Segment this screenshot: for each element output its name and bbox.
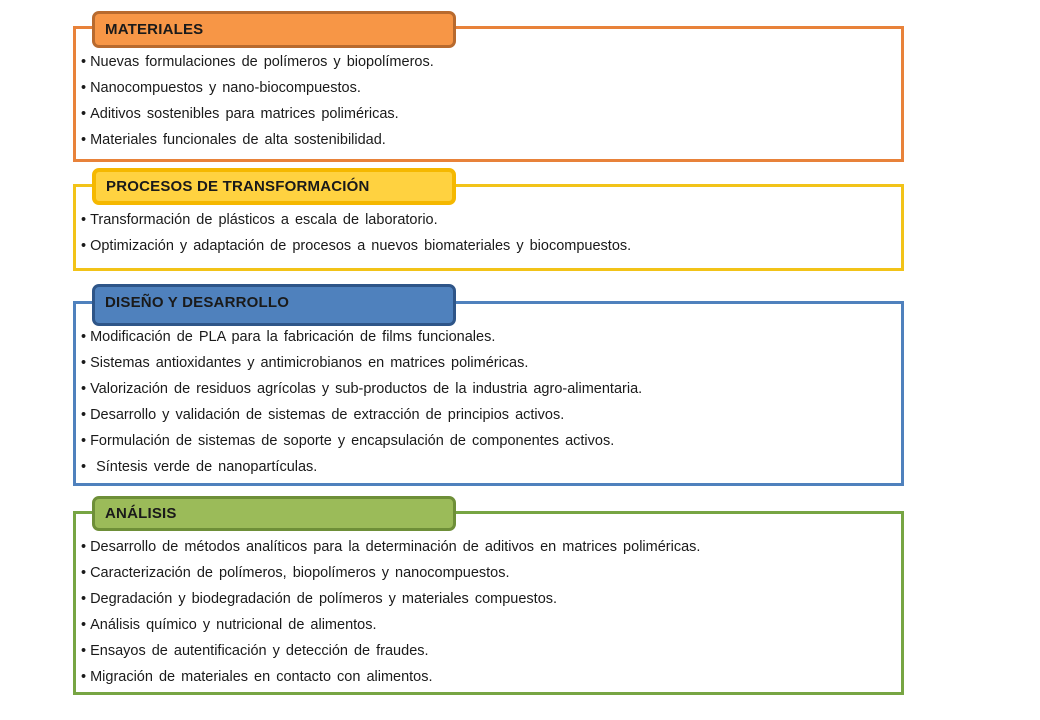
item-text: Análisis químico y nutricional de alimentos. <box>90 617 377 633</box>
item-list <box>81 534 896 690</box>
bullet-icon: • <box>81 238 87 254</box>
list-item <box>81 101 896 127</box>
section-procesos <box>73 168 904 271</box>
item-text: Síntesis verde de nanopartículas. <box>90 459 318 475</box>
list-item <box>81 75 896 101</box>
item-text: Aditivos sostenibles para matrices poliméricas. <box>90 106 399 122</box>
item-text: Materiales funcionales de alta sostenibilidad. <box>90 132 386 148</box>
item-text: Nuevas formulaciones de polímeros y biopolímeros. <box>90 54 434 70</box>
list-item <box>81 350 896 376</box>
item-text: Transformación de plásticos a escala de laboratorio. <box>90 212 438 228</box>
bullet-icon: • <box>81 381 87 397</box>
list-item <box>81 428 896 454</box>
list-item <box>81 664 896 690</box>
list-item <box>81 207 896 233</box>
bullet-icon: • <box>81 591 87 607</box>
section-header: PROCESOS DE TRANSFORMACIÓN <box>92 168 456 205</box>
bullet-icon: • <box>81 643 87 659</box>
item-list <box>81 324 896 480</box>
list-item <box>81 586 896 612</box>
item-text: Optimización y adaptación de procesos a nuevos biomateriales y biocompuestos. <box>90 238 632 254</box>
bullet-icon: • <box>81 132 87 148</box>
bullet-icon: • <box>81 355 87 371</box>
item-text: Migración de materiales en contacto con alimentos. <box>90 669 433 685</box>
list-item <box>81 454 896 480</box>
item-text: Valorización de residuos agrícolas y sub-productos de la industria agro-alimentaria. <box>90 381 643 397</box>
bullet-icon: • <box>81 106 87 122</box>
item-text: Formulación de sistemas de soporte y encapsulación de componentes activos. <box>90 433 615 449</box>
item-text: Ensayos de autentificación y detección de fraudes. <box>90 643 429 659</box>
bullet-icon: • <box>81 539 87 555</box>
item-list <box>81 49 896 153</box>
item-list <box>81 207 896 259</box>
list-item <box>81 534 896 560</box>
list-item <box>81 376 896 402</box>
section-analisis <box>73 496 904 695</box>
item-text: Degradación y biodegradación de polímeros y materiales compuestos. <box>90 591 558 607</box>
item-text: Sistemas antioxidantes y antimicrobianos en matrices poliméricas. <box>90 355 529 371</box>
list-item <box>81 560 896 586</box>
item-text: Modificación de PLA para la fabricación de films funcionales. <box>90 329 496 345</box>
list-item <box>81 612 896 638</box>
item-text: Nanocompuestos y nano-biocompuestos. <box>90 80 361 96</box>
list-item <box>81 233 896 259</box>
list-item <box>81 49 896 75</box>
item-text: Desarrollo y validación de sistemas de extracción de principios activos. <box>90 407 565 423</box>
bullet-icon: • <box>81 80 87 96</box>
list-item <box>81 638 896 664</box>
section-materiales <box>73 11 904 162</box>
list-item <box>81 324 896 350</box>
bullet-icon: • <box>81 212 87 228</box>
bullet-icon: • <box>81 329 87 345</box>
bullet-icon: • <box>81 54 87 70</box>
section-header: MATERIALES <box>92 11 456 48</box>
section-header: DISEÑO Y DESARROLLO <box>92 284 456 326</box>
list-item <box>81 402 896 428</box>
section-header: ANÁLISIS <box>92 496 456 531</box>
bullet-icon: • <box>81 565 87 581</box>
section-diseno <box>73 284 904 486</box>
bullet-icon: • <box>81 459 87 475</box>
list-item <box>81 127 896 153</box>
bullet-icon: • <box>81 617 87 633</box>
bullet-icon: • <box>81 407 87 423</box>
bullet-icon: • <box>81 669 87 685</box>
item-text: Caracterización de polímeros, biopolímeros y nanocompuestos. <box>90 565 510 581</box>
bullet-icon: • <box>81 433 87 449</box>
item-text: Desarrollo de métodos analíticos para la determinación de aditivos en matrices poliméricas. <box>90 539 701 555</box>
